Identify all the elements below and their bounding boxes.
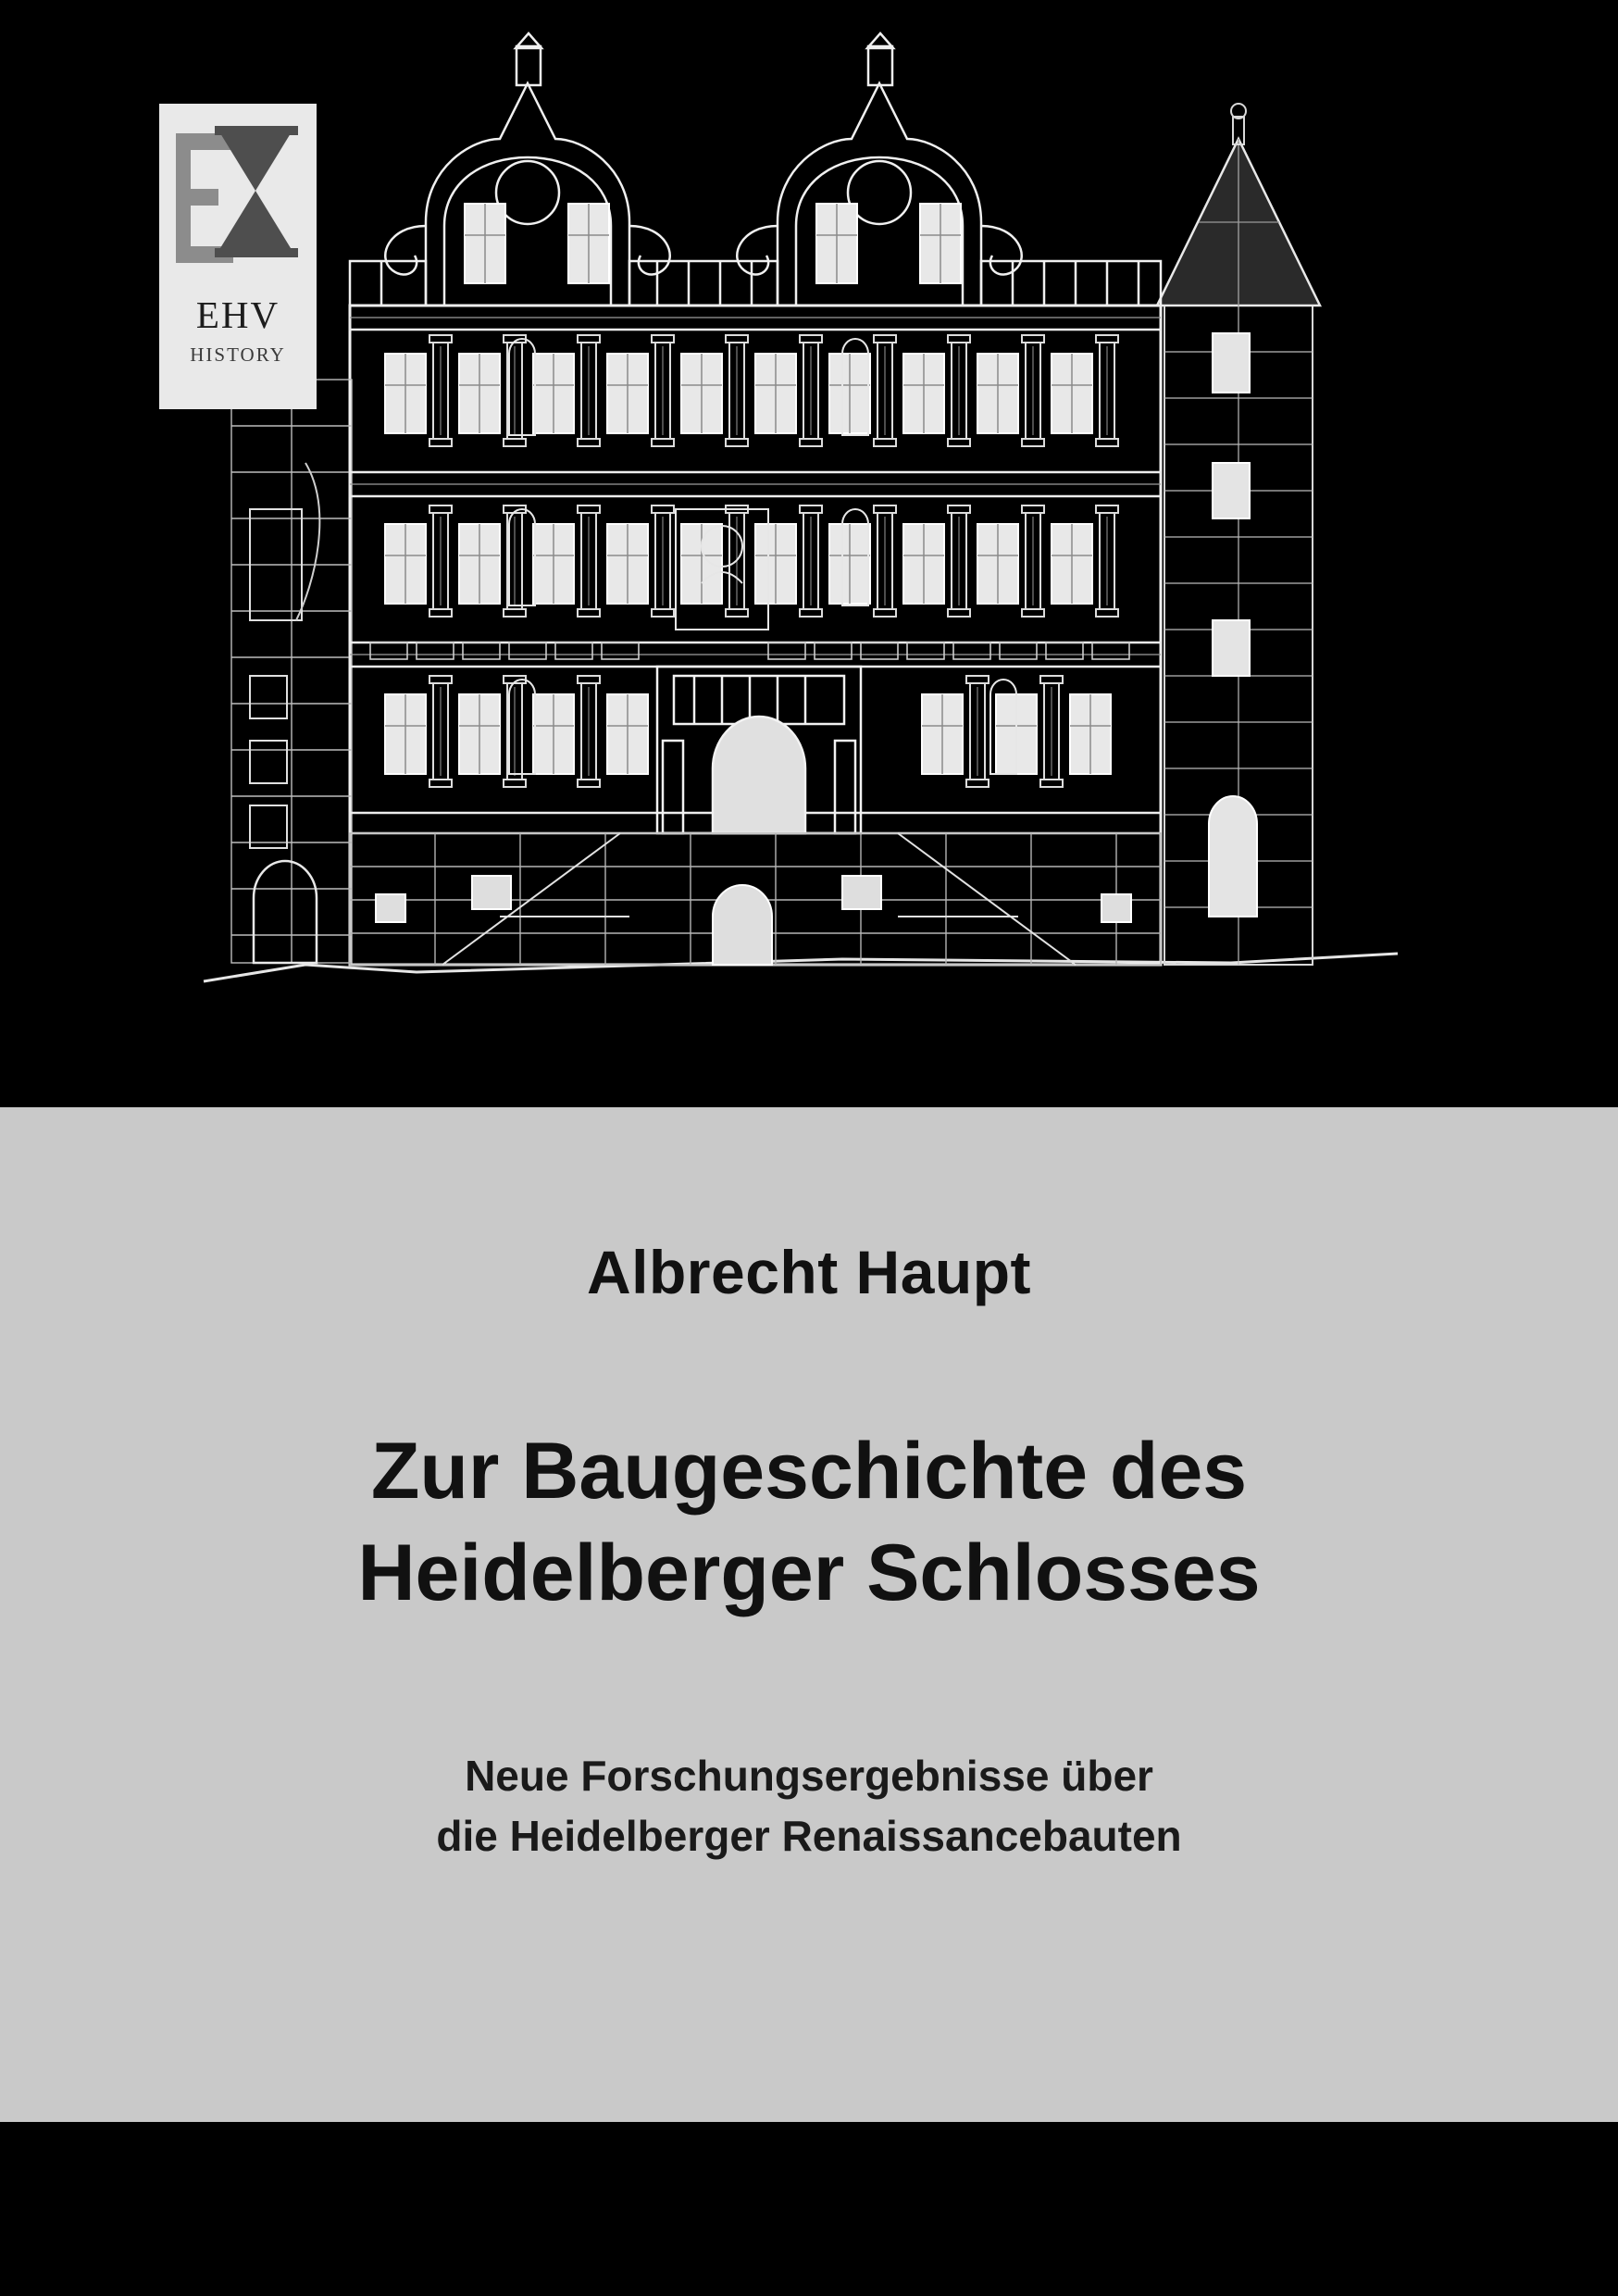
book-title-line-1: Zur Baugeschichte des (370, 1427, 1248, 1516)
cover-bottom-band (0, 2122, 1618, 2296)
book-title (130, 1420, 1488, 1624)
book-subtitle-line-1: Neue Forschungsergebnisse über (465, 1752, 1153, 1800)
book-title-line-2: Heidelberger Schlosses (357, 1529, 1261, 1618)
cover-image-band (0, 0, 1618, 1107)
book-subtitle (130, 1746, 1488, 1867)
publisher-logo-imprint: HISTORY (190, 343, 286, 366)
book-subtitle-line-2: die Heidelberger Renaissancebauten (436, 1812, 1182, 1861)
hourglass-e-monogram-icon (168, 117, 307, 293)
cover-text-panel (0, 1107, 1618, 2122)
heidelberg-castle-facade-engraving (194, 28, 1453, 1083)
publisher-logo-name: EHV (195, 293, 280, 336)
author-name: Albrecht Haupt (586, 1238, 1032, 1306)
publisher-logo (159, 104, 317, 409)
